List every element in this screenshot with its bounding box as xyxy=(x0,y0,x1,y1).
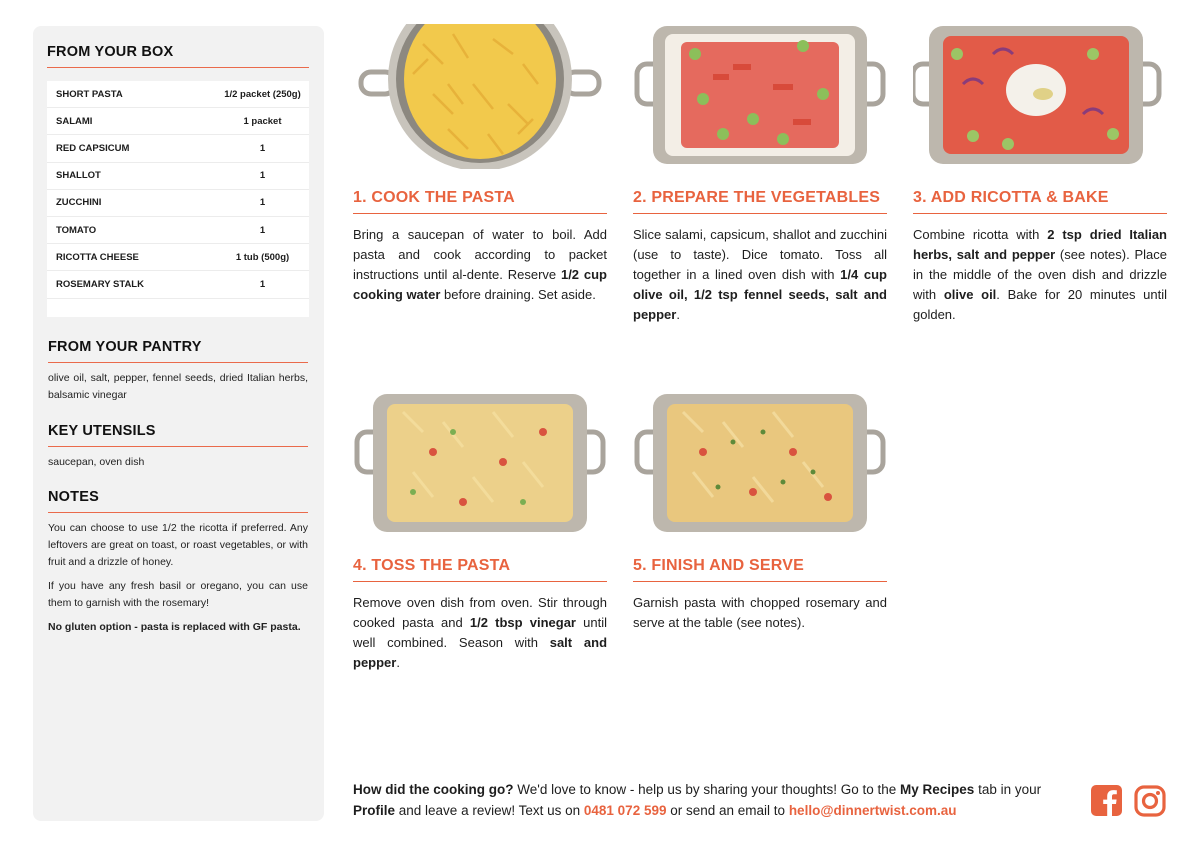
note-3: No gluten option - pasta is replaced with GF pasta. xyxy=(48,621,301,633)
ingredients-table xyxy=(47,81,309,317)
step-1 xyxy=(353,24,607,305)
step-4 xyxy=(353,392,607,673)
ingredient-qty: 1 xyxy=(259,197,266,209)
step-text-segment: Combine ricotta with xyxy=(913,227,1048,242)
step-text-bold: olive oil xyxy=(943,287,997,302)
footer-review-prompt xyxy=(353,779,1073,821)
pantry-title: FROM YOUR PANTRY xyxy=(48,339,308,363)
phone-link[interactable]: 0481 072 599 xyxy=(583,803,667,818)
ingredient-qty: 1/2 packet (250g) xyxy=(224,88,301,100)
step-text-bold: salt and pepper xyxy=(353,635,608,670)
step-text-segment: . xyxy=(676,307,680,322)
step-2 xyxy=(633,24,887,325)
key-utensils xyxy=(48,423,308,471)
from-your-pantry xyxy=(48,339,308,404)
step-text-segment: . xyxy=(396,655,400,670)
ingredient-row xyxy=(47,190,309,217)
ingredient-qty: 1 tub (500g) xyxy=(235,251,290,263)
vegetable-tray-photo xyxy=(633,24,887,169)
step-3 xyxy=(913,24,1167,325)
step-text-bold: 1/2 cup cooking water xyxy=(353,267,607,302)
ingredient-name: ROSEMARY STALK xyxy=(56,278,144,290)
step-5-text xyxy=(633,593,887,633)
ingredient-name: SHALLOT xyxy=(56,170,101,182)
ricotta-tray-photo xyxy=(913,24,1167,169)
ingredient-row xyxy=(47,271,309,298)
ingredient-name: TOMATO xyxy=(56,224,97,236)
sidebar xyxy=(33,26,324,821)
ingredient-name: SHORT PASTA xyxy=(56,88,123,100)
notes-title: NOTES xyxy=(48,489,308,513)
step-text-segment: Bring a saucepan of water to boil. Add pasta and cook according to packet instructions until al-dente. Reserve xyxy=(353,227,607,282)
pasta-pot-photo xyxy=(353,24,607,169)
from-your-box xyxy=(47,44,309,317)
ingredient-name: RICOTTA CHEESE xyxy=(56,251,139,263)
utensils-text: saucepan, oven dish xyxy=(48,456,145,468)
my-recipes-link[interactable]: My Recipes xyxy=(900,782,975,797)
step-text-segment: until well combined. Season with xyxy=(353,615,607,650)
profile-link[interactable]: Profile xyxy=(353,803,396,818)
ingredient-row xyxy=(47,217,309,244)
ingredient-qty: 1 xyxy=(259,224,266,236)
ingredient-row xyxy=(47,135,309,162)
step-5-title: 5. FINISH AND SERVE xyxy=(633,557,887,582)
ingredient-qty: 1 xyxy=(259,170,266,182)
ingredient-qty: 1 packet xyxy=(243,115,282,127)
notes xyxy=(48,489,308,643)
ingredient-row xyxy=(47,108,309,135)
footer-text-3: and leave a review! Text us on xyxy=(395,803,584,818)
step-text-segment: . Bake for 20 minutes until golden. xyxy=(913,287,1167,322)
ingredient-name: SALAMI xyxy=(56,115,93,127)
step-text-bold: 2 tsp dried Italian herbs, salt and pepper xyxy=(913,227,1167,262)
step-text-segment: before draining. Set aside. xyxy=(440,287,596,302)
step-2-text xyxy=(633,225,887,325)
ingredient-qty: 1 xyxy=(259,142,266,154)
ingredient-row xyxy=(47,163,309,190)
footer-text-2: tab in your xyxy=(974,782,1042,797)
step-text-segment: Slice salami, capsicum, shallot and zucchini (use to taste). Dice tomato. Toss all together in a lined oven dish with xyxy=(633,227,887,282)
email-link[interactable]: hello@dinnertwist.com.au xyxy=(788,803,957,818)
ingredient-row xyxy=(47,81,309,108)
step-3-text xyxy=(913,225,1167,325)
step-4-text xyxy=(353,593,607,673)
ingredient-name: RED CAPSICUM xyxy=(56,142,130,154)
finished-pasta-photo xyxy=(633,392,887,537)
step-text-segment: (see notes). Place in the middle of the oven dish and drizzle with xyxy=(913,247,1167,302)
step-1-text xyxy=(353,225,607,305)
step-text-bold: 1/2 tbsp vinegar xyxy=(469,615,576,630)
ingredient-row xyxy=(47,244,309,271)
instagram-icon[interactable] xyxy=(1134,785,1166,822)
notes-text xyxy=(48,520,308,636)
footer-text-4: or send an email to xyxy=(666,803,789,818)
footer-question: How did the cooking go? xyxy=(353,782,514,797)
note-2: If you have any fresh basil or oregano, you can use them to garnish with the rosemary! xyxy=(48,580,308,609)
step-text-segment: Remove oven dish from oven. Stir through cooked pasta and xyxy=(353,595,607,630)
step-2-title: 2. PREPARE THE VEGETABLES xyxy=(633,189,887,214)
footer-text-1: We'd love to know - help us by sharing your thoughts! Go to the xyxy=(513,782,901,797)
facebook-icon[interactable] xyxy=(1091,785,1122,821)
step-1-title: 1. COOK THE PASTA xyxy=(353,189,607,214)
box-title: FROM YOUR BOX xyxy=(47,44,309,68)
step-5 xyxy=(633,392,887,633)
step-4-title: 4. TOSS THE PASTA xyxy=(353,557,607,582)
step-text-bold: 1/4 cup olive oil, 1/2 tsp fennel seeds, salt and pepper xyxy=(633,267,887,322)
pantry-text: olive oil, salt, pepper, fennel seeds, dried Italian herbs, balsamic vinegar xyxy=(48,372,308,401)
tossed-pasta-photo xyxy=(353,392,607,537)
utensils-title: KEY UTENSILS xyxy=(48,423,308,447)
step-text-segment: Garnish pasta with chopped rosemary and serve at the table (see notes). xyxy=(633,595,887,630)
note-1: You can choose to use 1/2 the ricotta if preferred. Any leftovers are great on toast, or roast vegetables, or with fruit and a drizzle of honey. xyxy=(48,522,308,568)
ingredient-qty: 1 xyxy=(259,278,266,290)
step-3-title: 3. ADD RICOTTA & BAKE xyxy=(913,189,1167,214)
ingredient-name: ZUCCHINI xyxy=(56,197,102,209)
